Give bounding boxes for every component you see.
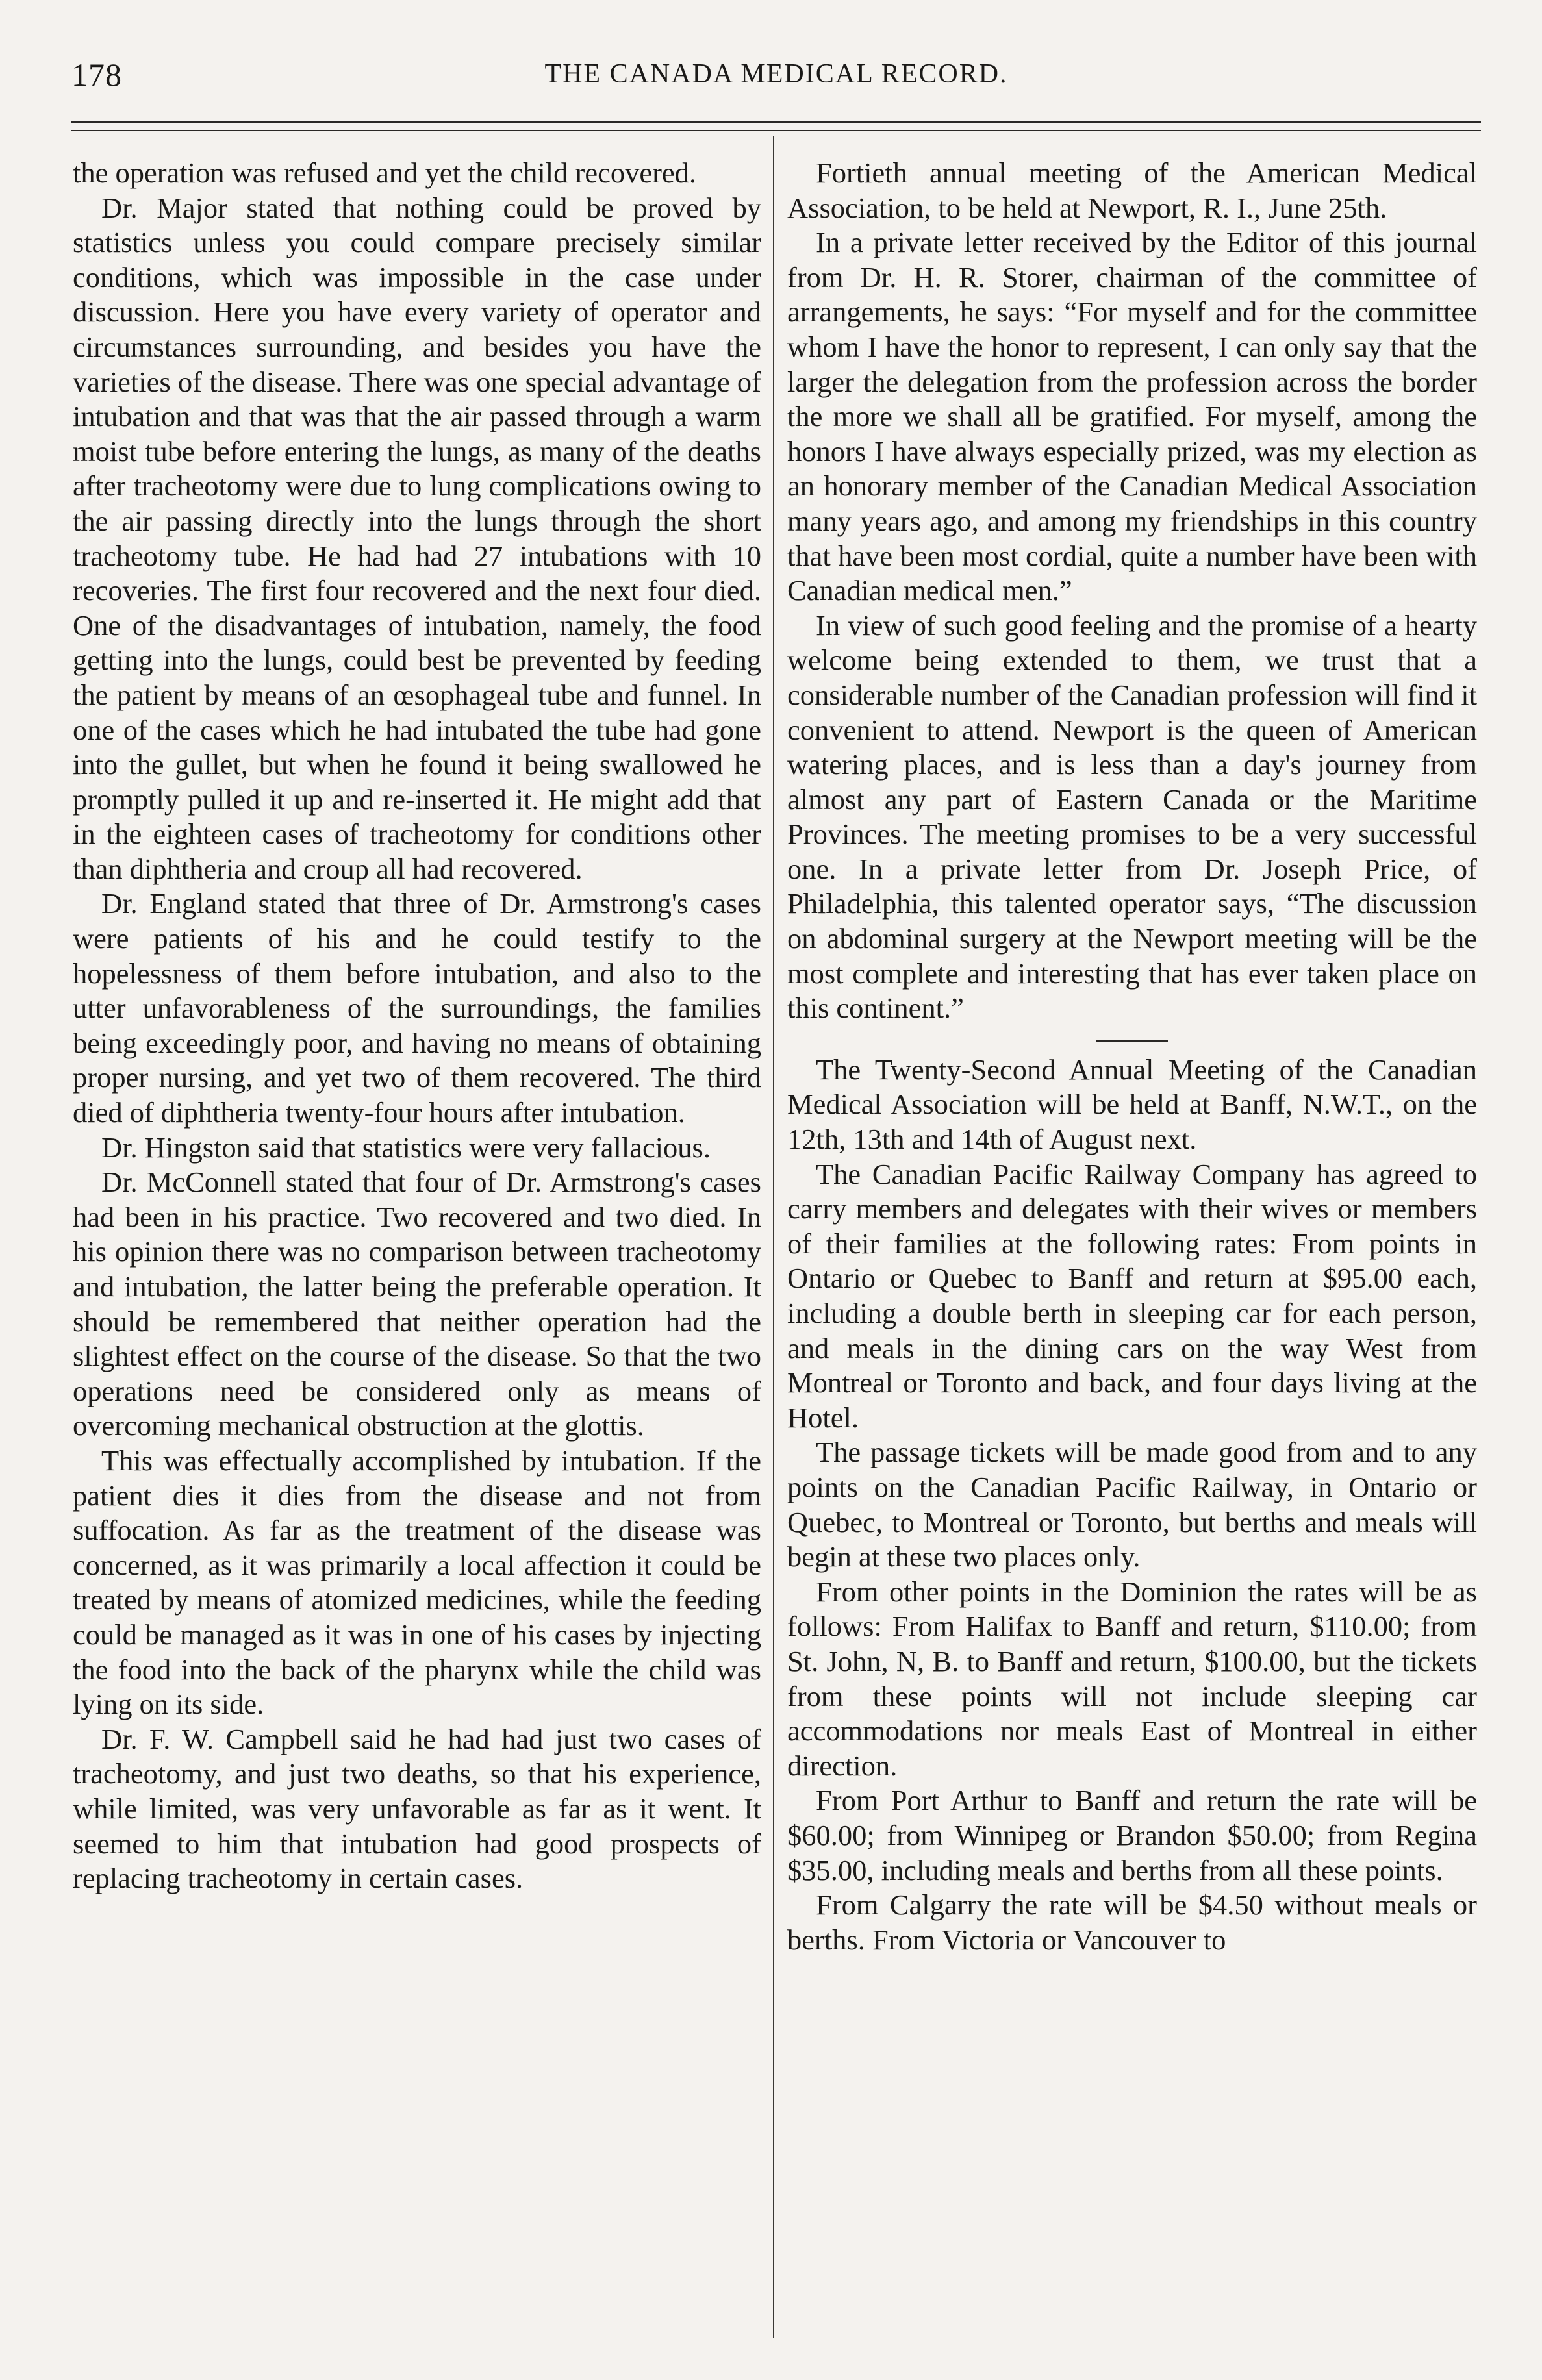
page-header <box>71 56 1481 101</box>
paragraph: This was effectually accomplished by intubation. If the patient dies it dies from the disease and not from suffocation. As far as the treatment of the disease was concerned, as it was primarily a local affection it could be treated by means of atomized medicines, while the feeding could be managed as it was in one of his cases by injecting the food into the back of the pharynx while the child was lying on its side. <box>73 1444 761 1721</box>
paragraph: the operation was refused and yet the child recovered. <box>73 157 697 189</box>
header-rule <box>71 121 1481 123</box>
paragraph: Dr. F. W. Campbell said he had had just two cases of tracheotomy, and just two deaths, so that his experience, while limited, was very unfavorable as far as it went. It seemed to him that intubation had good prospects of replacing tracheotomy in certain cases. <box>73 1722 761 1895</box>
paragraph: The passage tickets will be made good from and to any points on the Canadian Pacific Railway, in Ontario or Quebec, to Montreal or Toronto, but berths and meals will begin at these two places only. <box>787 1436 1477 1573</box>
paragraph: Dr. England stated that three of Dr. Armstrong's cases were patients of his and he could testify to the hopelessness of them before intubation, and also to the utter unfavorableness of the surroundings, the families being exceedingly poor, and having no means of obtaining proper nursing, and yet two of them recovered. The third died of diphtheria twenty-four hours after intubation. <box>73 887 761 1129</box>
section-separator <box>1096 1040 1168 1042</box>
paragraph: The Canadian Pacific Railway Company has agreed to carry members and delegates with their wives or members of their families at the following rates: From points in Ontario or Quebec to Banff and return at $95.00 each, including a double berth in sleeping car for each person, and meals in the dining cars on the way West from Montreal or Toronto and back, and four days living at the Hotel. <box>787 1157 1477 1434</box>
header-rule-thin <box>71 130 1481 131</box>
paragraph: In view of such good feeling and the promise of a hearty welcome being extended to them, we trust that a considerable number of the Canadian profession will find it convenient to attend. Newport is the queen of American watering places, and is less than a day's journey from almost any part of Eastern Canada or the Maritime Provinces. The meeting promises to be a very successful one. In a private letter from Dr. Joseph Price, of Philadelphia, this talented operator says, “The discussion on abdominal surgery at the Newport meeting will be the most complete and interesting that has ever taken place on this continent.” <box>787 608 1477 1025</box>
journal-title: THE CANADA MEDICAL RECORD. <box>544 59 1008 89</box>
column-divider <box>773 136 774 2338</box>
paragraph: Dr. Hingston said that statistics were very fallacious. <box>101 1131 711 1164</box>
paragraph: Dr. Major stated that nothing could be proved by statistics unless you could compare precisely similar conditions, which was impossible in the case under discussion. Here you have every variety of operator and circumstances surrounding, and besides you have the varieties of the disease. There was one special advantage of intubation and that was that the air passed through a warm moist tube before entering the lungs, as many of the deaths after tracheotomy were due to lung complications owing to the air passing directly into the lungs through the short tracheotomy tube. He had had 27 intubations with 10 recoveries. The first four recovered and the next four died. One of the disadvantages of intubation, namely, the food getting into the lungs, could best be prevented by feeding the patient by means of an œsophageal tube and funnel. In one of the cases which he had intubated the tube had gone into the gullet, but when he found it being swallowed he promptly pulled it up and re-inserted it. He might add that in the eighteen cases of tracheotomy for conditions other than diphtheria and croup all had recovered. <box>73 191 761 885</box>
paragraph: From Calgarry the rate will be $4.50 without meals or berths. From Victoria or Vancouver to <box>787 1888 1477 1956</box>
paragraph: Dr. McConnell stated that four of Dr. Armstrong's cases had been in his practice. Two recovered and two died. In his opinion there was no comparison between tracheotomy and intubation, the latter being the preferable operation. It should be remembered that neither operation had the slightest effect on the course of the disease. So that the two operations need be considered only as means of overcoming mechanical obstruction at the glottis. <box>73 1166 761 1442</box>
paragraph: The Twenty-Second Annual Meeting of the Canadian Medical Association will be held at Banff, N.W.T., on the 12th, 13th and 14th of August next. <box>787 1053 1477 1156</box>
paragraph: From other points in the Dominion the rates will be as follows: From Halifax to Banff and return, $110.00; from St. John, N, B. to Banff and return, $100.00, but the tickets from these points will not include sleeping car accommodations nor meals East of Montreal in either direction. <box>787 1575 1477 1782</box>
paragraph: In a private letter received by the Editor of this journal from Dr. H. R. Storer, chairman of the committee of arrangements, he says: “For myself and for the committee whom I have the honor to represent, I can only say that the larger the delegation from the profession across the border the more we shall all be gratified. For myself, among the honors I have always especially prized, was my election as an honorary member of the Canadian Medical Association many years ago, and among my friendships in this country that have been most cordial, quite a number have been with Canadian medical men.” <box>787 226 1477 607</box>
page-number: 178 <box>71 56 122 93</box>
right-column <box>787 156 1477 1957</box>
left-column <box>73 156 761 1896</box>
paragraph: Fortieth annual meeting of the American Medical Association, to be held at Newport, R. I., June 25th. <box>787 157 1477 224</box>
paragraph: From Port Arthur to Banff and return the rate will be $60.00; from Winnipeg or Brandon $50.00; from Regina $35.00, including meals and berths from all these points. <box>787 1784 1477 1886</box>
